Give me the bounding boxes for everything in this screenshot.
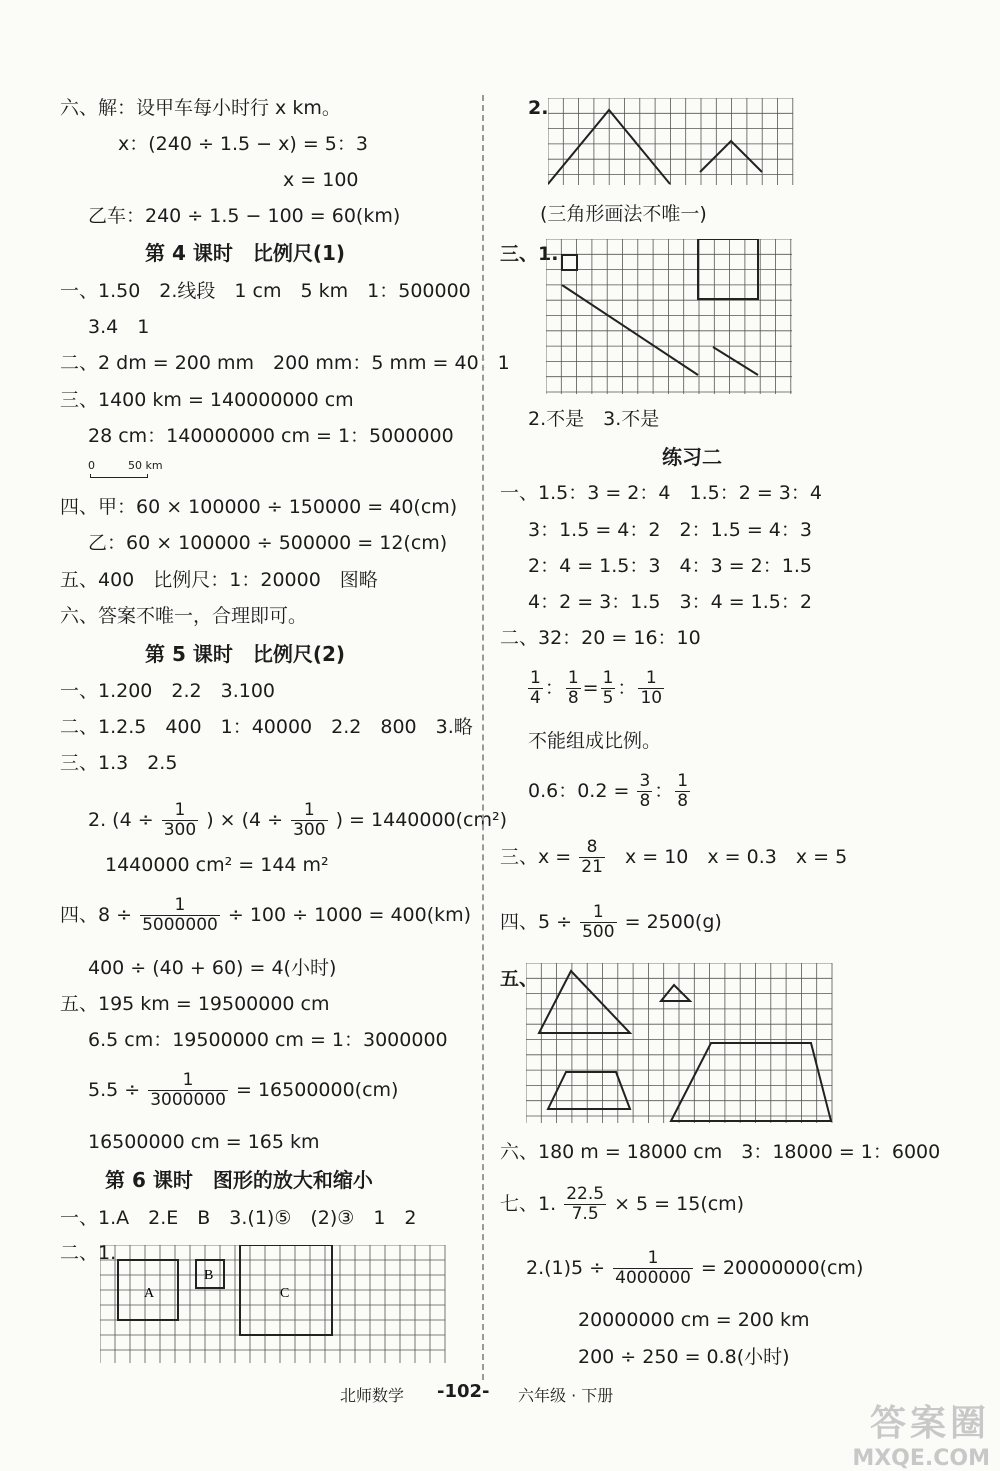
line: 1440000 cm² = 144 m² [105,854,329,876]
line: 3.4 1 [88,316,150,338]
grid-lines [546,239,792,394]
numerator: 1 [291,801,327,821]
label-c: C [280,1286,290,1301]
line: 五、195 km = 19500000 cm [60,993,330,1015]
line: 乙车：240 ÷ 1.5 − 100 = 60(km) [88,205,401,227]
line: 一、1.50 2.线段 1 cm 5 km 1：500000 [60,280,471,302]
text: 2.(1)5 ÷ [526,1257,606,1279]
text: = 2500(g) [624,911,722,933]
note: (三角形画法不唯一) [540,203,707,225]
line [60,893,471,937]
footer-subject: 北师数学 [340,1386,405,1405]
label-a: A [144,1286,155,1301]
fraction [528,669,543,708]
section-title: 练习二 [662,445,722,469]
line: 2.不是 3.不是 [528,408,660,430]
denominator: 8 [567,688,579,708]
line: 400 ÷ (40 + 60) = 4(小时) [88,957,337,979]
numerator: 1 [162,801,198,821]
column-divider [482,95,484,1380]
text: ) × (4 ÷ [206,809,284,831]
line: 二、32：20 = 16：10 [500,627,701,649]
text: 三、x = [500,846,572,868]
text: 四、8 ÷ [60,904,133,926]
section-title: 第 5 课时 比例尺(2) [145,642,346,666]
label-b: B [204,1268,214,1283]
line: 六、答案不唯一，合理即可。 [60,605,308,627]
line: 一、1.A 2.E B 3.(1)⑤ (2)③ 1 2 [60,1207,417,1229]
denominator: 7.5 [571,1204,599,1224]
grid-lines [548,98,793,185]
line: 四、甲：60 × 100000 ÷ 150000 = 40(cm) [60,496,458,518]
grid-lines [100,1245,445,1363]
text: = 16500000(cm) [236,1079,399,1101]
line [500,835,847,879]
line: 二、1. [60,1242,117,1264]
denominator: 300 [293,820,326,840]
denominator: 8 [677,791,689,811]
numerator: 8 [579,838,605,858]
text: = 20000000(cm) [700,1257,864,1279]
large-square [698,239,758,299]
text: 5.5 ÷ [88,1079,141,1101]
line: 2. [528,97,549,119]
numerator: 1 [148,1071,228,1091]
fraction [579,838,605,877]
triangle-large [539,971,630,1033]
watermark [800,1395,990,1471]
numerator: 3 [639,771,651,791]
numerator: 1 [530,668,541,688]
fraction [148,1071,228,1110]
line: 6.5 cm：19500000 cm = 1：3000000 [88,1029,448,1051]
scale-bar [88,459,228,487]
grid-shapes [526,963,834,1125]
line: 六、解：设甲车每小时行 x km。 [60,97,341,119]
scale-50-label: 50 km [128,459,163,472]
denominator: 500 [582,922,615,942]
line: 五、 [500,968,539,990]
small-square [562,255,577,270]
text: x = 10 x = 0.3 x = 5 [624,846,848,868]
line: 一、1.5：3 = 2：4 1.5：2 = 3：4 [500,482,822,504]
section-title: 第 6 课时 图形的放大和缩小 [105,1168,373,1192]
denominator: 5000000 [142,915,218,935]
fraction [601,669,616,708]
line: 2：4 = 1.5：3 4：3 = 2：1.5 [528,555,812,577]
line: 16500000 cm = 165 km [88,1131,320,1153]
line: 不能组成比例。 [528,730,662,752]
line [500,900,722,944]
denominator: 21 [581,857,603,877]
section-title: 第 4 课时 比例尺(1) [145,241,346,265]
line: 三、1.3 2.5 [60,752,178,774]
line: 乙：60 × 100000 ÷ 500000 = 12(cm) [88,532,448,554]
grid-triangles [548,98,794,186]
fraction [638,669,664,708]
fraction [140,896,220,935]
triangle-small [661,985,690,1001]
fraction [675,772,690,811]
scale-line [90,474,148,478]
numerator: 1 [602,668,614,688]
numerator: 1 [567,668,579,688]
line: 二、2 dm = 200 mm 200 mm：5 mm = 40：1 [60,352,510,374]
watermark-url: MXQE.COM [852,1446,990,1471]
numerator: 22.5 [566,1184,605,1204]
fraction [566,669,581,708]
line: x：(240 ÷ 1.5 − x) = 5：3 [118,133,368,155]
fraction [613,1249,693,1288]
line: x = 100 [283,169,359,191]
line: 三、1. [500,243,559,265]
line: 28 cm：140000000 cm = 1：5000000 [88,425,454,447]
triangle-small [700,141,762,172]
text: ÷ 100 ÷ 1000 = 400(km) [227,904,472,926]
text: × 5 = 15(cm) [614,1193,745,1215]
numerator: 1 [638,669,664,689]
line [88,1068,398,1112]
line: 4：2 = 3：1.5 3：4 = 1.5：2 [528,591,812,613]
denominator: 3000000 [150,1090,226,1110]
line: 20000000 cm = 200 km [578,1309,810,1331]
denominator: 4 [530,688,541,708]
text: 四、5 ÷ [500,911,573,933]
numerator: 1 [677,771,689,791]
line: $\frac{1}{4}$ ： $\frac{1}{8}$ = $\frac{1}{5}$ ： $\frac{1}{10}$ [530,668,663,708]
fraction [564,1185,606,1224]
line: 0.6：0.2 = $\frac{3}{8}$ ： $\frac{1}{8}$ [528,771,689,811]
fraction [637,772,652,811]
text: 2. (4 ÷ [88,809,154,831]
grid-lines-figure [546,239,794,395]
line: 二、1.2.5 400 1：40000 2.2 800 3.略 [60,716,473,738]
text: ) = 1440000(cm²) [335,809,508,831]
line [88,798,507,842]
line: 五、400 比例尺：1：20000 图略 [60,569,378,591]
line: 一、1.200 2.2 3.100 [60,680,276,702]
numerator: 1 [613,1249,693,1269]
numerator: 1 [580,903,616,923]
page-number: -102- [437,1381,490,1402]
fraction [162,801,198,840]
line: 3：1.5 = 4：2 2：1.5 = 4：3 [528,519,812,541]
denominator: 8 [639,791,651,811]
denominator: 300 [163,820,197,840]
text: 七、1. [500,1193,557,1215]
denominator: 4000000 [615,1268,691,1288]
fraction [291,801,327,840]
watermark-logo-text: 答案圈 [869,1403,990,1444]
denominator: 5 [602,688,614,708]
fraction [580,903,616,942]
denominator: 10 [640,688,663,708]
line [500,1182,744,1226]
scale-zero-label: 0 [88,459,95,472]
line: 六、180 m = 18000 cm 3：18000 = 1：6000 [500,1141,941,1163]
line: 200 ÷ 250 = 0.8(小时) [578,1346,790,1368]
line: 三、1400 km = 140000000 cm [60,389,354,411]
text: 0.6：0.2 = [528,780,630,802]
line [526,1246,863,1290]
numerator: 1 [140,896,220,916]
grid-figure-abc [100,1245,446,1363]
footer-grade: 六年级 · 下册 [518,1386,614,1405]
